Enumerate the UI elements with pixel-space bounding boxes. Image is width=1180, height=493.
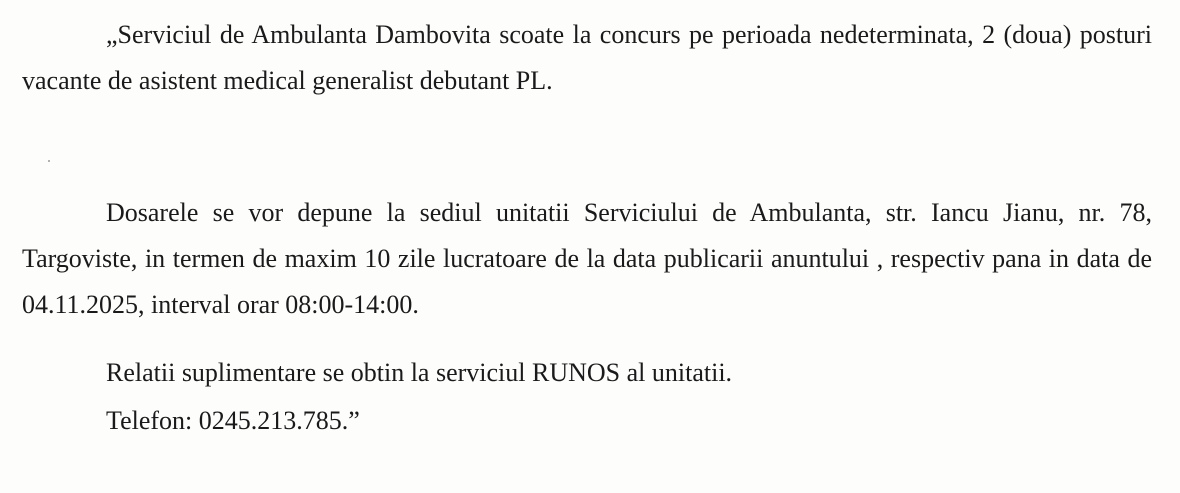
announcement-paragraph bbox=[22, 12, 1152, 104]
info-line: Relatii suplimentare se obtin la serviciul RUNOS al unitatii. bbox=[106, 358, 733, 387]
phone-line: Telefon: 0245.213.785.” bbox=[106, 406, 360, 435]
scan-speck bbox=[48, 160, 50, 162]
submission-paragraph bbox=[22, 190, 1152, 328]
announcement-text: „Serviciul de Ambulanta Dambovita scoate la concurs pe perioada nedeterminata, 2 (doua) posturi vacante de asistent medical generalist debutant PL. bbox=[22, 20, 1152, 95]
submission-text: Dosarele se vor depune la sediul unitatii Serviciului de Ambulanta, str. Iancu Jianu, nr. 78, Targoviste, in termen de maxim 10 zile lucratoare de la data publicarii anuntului , respectiv pana in data de 04.11.2025, interval orar 08:00-14:00. bbox=[22, 198, 1152, 319]
